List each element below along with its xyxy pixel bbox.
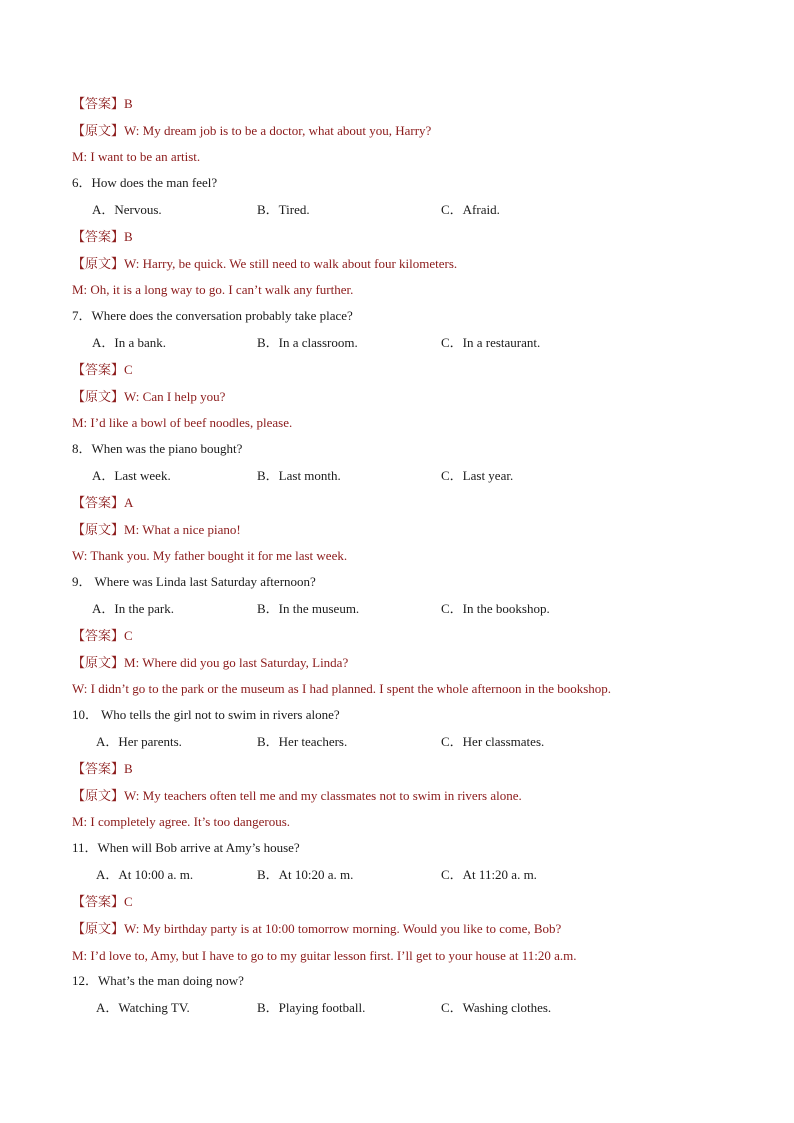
transcript-line-2: M: Oh, it is a long way to go. I can’t walk any further.: [72, 282, 354, 297]
question-8: 8．When was the piano bought?: [72, 441, 243, 456]
option-a: A．Nervous.: [92, 202, 162, 217]
answer-line: 【答案】B: [72, 96, 133, 111]
option-c: C．Afraid.: [441, 202, 500, 217]
transcript-line-2: M: I want to be an artist.: [72, 149, 201, 164]
option-a: A．In the park.: [92, 601, 174, 616]
option-b: B．Playing football.: [257, 1000, 366, 1015]
transcript-line: 【原文】W: My dream job is to be a doctor, what about you, Harry?: [72, 123, 432, 138]
question-10: 10． Who tells the girl not to swim in rivers alone?: [72, 707, 340, 722]
transcript-line-2: M: I completely agree. It’s too dangerous.: [72, 814, 291, 829]
transcript-line-2: W: Thank you. My father bought it for me last week.: [72, 548, 348, 563]
answer-line: 【答案】C: [72, 894, 133, 909]
question-9: 9． Where was Linda last Saturday afternoon?: [72, 574, 316, 589]
transcript-line: 【原文】M: What a nice piano!: [72, 522, 241, 537]
option-c: C．In the bookshop.: [441, 601, 550, 616]
answer-line: 【答案】A: [72, 495, 134, 510]
transcript-line: 【原文】W: My teachers often tell me and my classmates not to swim in rivers alone.: [72, 788, 522, 803]
option-c: C．Washing clothes.: [441, 1000, 552, 1015]
option-a: A．Her parents.: [96, 734, 182, 749]
question-12: 12．What’s the man doing now?: [72, 973, 244, 988]
transcript-line-2: M: I’d like a bowl of beef noodles, please.: [72, 415, 293, 430]
option-b: B．In a classroom.: [257, 335, 358, 350]
option-b: B．In the museum.: [257, 601, 360, 616]
question-6: 6．How does the man feel?: [72, 175, 218, 190]
option-a: A．Last week.: [92, 468, 171, 483]
option-a: A．At 10:00 a. m.: [96, 867, 194, 882]
transcript-line-2: M: I’d love to, Amy, but I have to go to my guitar lesson first. I’ll get to your house at 11:20 a.m.: [72, 948, 577, 963]
option-b: B．At 10:20 a. m.: [257, 867, 354, 882]
option-c: C．Last year.: [441, 468, 514, 483]
transcript-line: 【原文】M: Where did you go last Saturday, Linda?: [72, 655, 349, 670]
option-a: A．Watching TV.: [96, 1000, 190, 1015]
transcript-line-2: W: I didn’t go to the park or the museum as I had planned. I spent the whole afternoon in the bookshop.: [72, 681, 612, 696]
question-11: 11．When will Bob arrive at Amy’s house?: [72, 840, 300, 855]
option-c: C．In a restaurant.: [441, 335, 541, 350]
option-a: A．In a bank.: [92, 335, 167, 350]
option-b: B．Her teachers.: [257, 734, 348, 749]
transcript-line: 【原文】W: Can I help you?: [72, 389, 226, 404]
answer-line: 【答案】C: [72, 362, 133, 377]
answer-line: 【答案】B: [72, 761, 133, 776]
transcript-line: 【原文】W: Harry, be quick. We still need to walk about four kilometers.: [72, 256, 458, 271]
option-c: C．Her classmates.: [441, 734, 545, 749]
answer-line: 【答案】B: [72, 229, 133, 244]
answer-line: 【答案】C: [72, 628, 133, 643]
option-b: B．Last month.: [257, 468, 341, 483]
question-7: 7．Where does the conversation probably take place?: [72, 308, 353, 323]
option-b: B．Tired.: [257, 202, 310, 217]
option-c: C．At 11:20 a. m.: [441, 867, 537, 882]
transcript-line: 【原文】W: My birthday party is at 10:00 tomorrow morning. Would you like to come, Bob?: [72, 921, 562, 936]
